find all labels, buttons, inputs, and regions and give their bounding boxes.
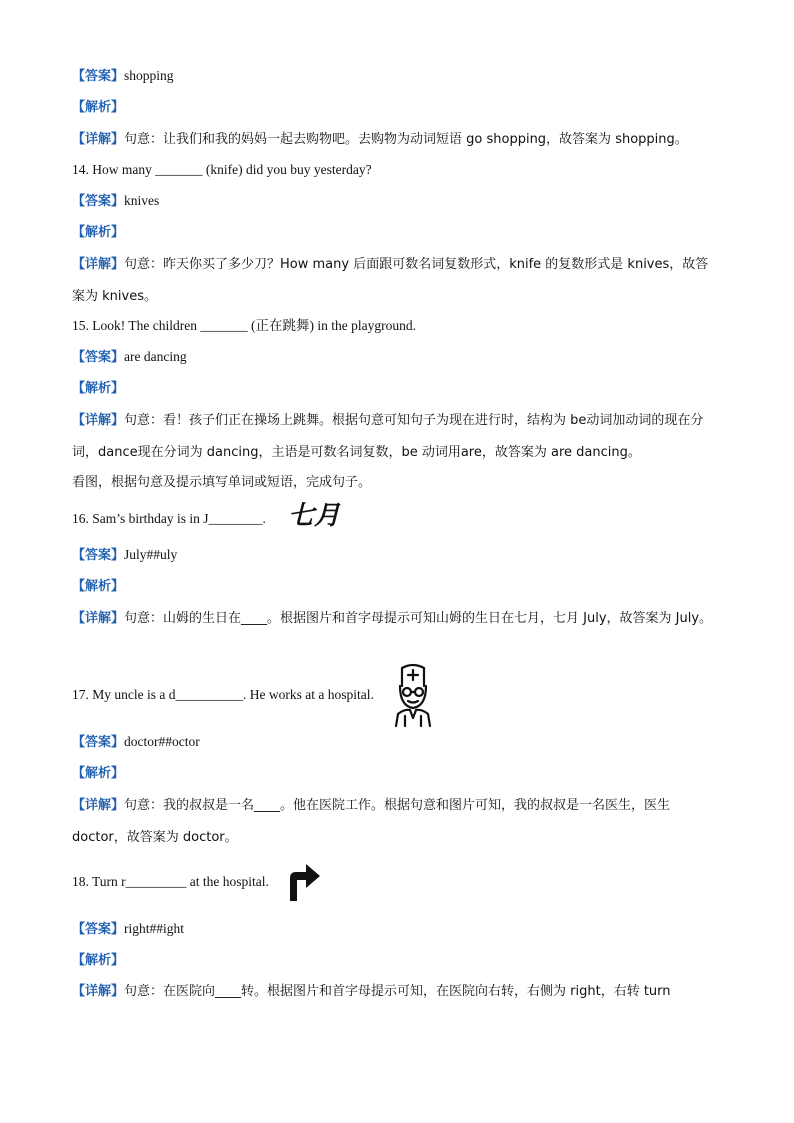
analysis-line (72, 379, 124, 398)
answer-label: 【答案】 (72, 735, 125, 750)
detail-text: 句意：我的叔叔是一名____。他在医院工作。根据句意和图片可知，我的叔叔是一名医生，医生 doctor，故答案为 doctor。 (72, 798, 671, 845)
answer-label: 【答案】 (72, 69, 125, 84)
detail-label: 【详解】 (72, 798, 125, 813)
detail-label: 【详解】 (72, 984, 125, 999)
detail-text: 句意：在医院向____转。根据图片和首字母提示可知，在医院向右转，右侧为 right，右转 turn (124, 984, 671, 999)
question-17: 17. My uncle is a d__________. He works at a hospital. (72, 687, 374, 702)
answer-line (72, 733, 200, 752)
analysis-label: 【解析】 (72, 381, 125, 396)
question-15 (72, 317, 416, 335)
question-18: 18. Turn r_________ at the hospital. (72, 874, 269, 889)
analysis-line (72, 951, 124, 970)
answer-text: shopping (124, 68, 174, 83)
analysis-label: 【解析】 (72, 225, 125, 240)
detail-label: 【详解】 (72, 413, 125, 428)
detail-text: 句意：昨天你买了多少刀？How many 后面跟可数名词复数形式，knife 的复数形式是 knives，故答案为 knives。 (72, 257, 709, 304)
detail-paragraph (72, 404, 720, 468)
answer-text: doctor##octor (124, 734, 200, 749)
detail-text: 句意：山姆的生日在____。根据图片和首字母提示可知山姆的生日在七月，七月 July，故答案为 July。 (124, 611, 713, 626)
detail-text: 句意：看！孩子们正在操场上跳舞。根据句意可知句子为现在进行时，结构为 be动词加动词的现在分词，dance现在分词为 dancing，主语是可数名词复数，be 动词用are，故答案为 are dancing。 (72, 413, 704, 460)
question-16: 16. Sam’s birthday is in J________. (72, 511, 266, 526)
answer-line (72, 920, 184, 939)
detail-paragraph (72, 602, 720, 634)
detail-label: 【详解】 (72, 611, 125, 626)
answer-text: are dancing (124, 349, 187, 364)
answer-label: 【答案】 (72, 350, 125, 365)
detail-paragraph (72, 789, 720, 853)
answer-text: right##ight (124, 921, 185, 936)
analysis-label: 【解析】 (72, 953, 125, 968)
question-14: 14. How many _______ (knife) did you buy yesterday? (72, 162, 372, 177)
answer-text: July##uly (124, 547, 178, 562)
answer-label: 【答案】 (72, 194, 125, 209)
section-instruction: 看图，根据句意及提示填写单词或短语，完成句子。 (72, 475, 372, 490)
answer-line (72, 546, 177, 565)
turn-right-arrow-icon (284, 860, 322, 902)
answer-line (72, 192, 159, 211)
answer-label: 【答案】 (72, 548, 125, 563)
analysis-label: 【解析】 (72, 100, 125, 115)
analysis-line (72, 223, 124, 242)
detail-line (72, 982, 671, 1001)
analysis-label: 【解析】 (72, 766, 125, 781)
analysis-line (72, 764, 124, 783)
detail-text: 句意：让我们和我的妈妈一起去购物吧。去购物为动词短语 go shopping，故答案为 shopping。 (124, 132, 688, 147)
analysis-label: 【解析】 (72, 579, 125, 594)
detail-label: 【详解】 (72, 132, 125, 147)
analysis-line (72, 98, 124, 117)
detail-label: 【详解】 (72, 257, 125, 272)
answer-line (72, 67, 174, 86)
question-text: 15. Look! The children _______ (正在跳舞) in the playground. (72, 318, 416, 333)
july-calendar-picture: 七月 (288, 501, 341, 531)
detail-paragraph (72, 248, 720, 312)
analysis-line (72, 577, 124, 596)
answer-label: 【答案】 (72, 922, 125, 937)
doctor-picture (388, 660, 438, 728)
detail-line (72, 130, 688, 149)
answer-line (72, 348, 187, 367)
answer-text: knives (124, 193, 160, 208)
